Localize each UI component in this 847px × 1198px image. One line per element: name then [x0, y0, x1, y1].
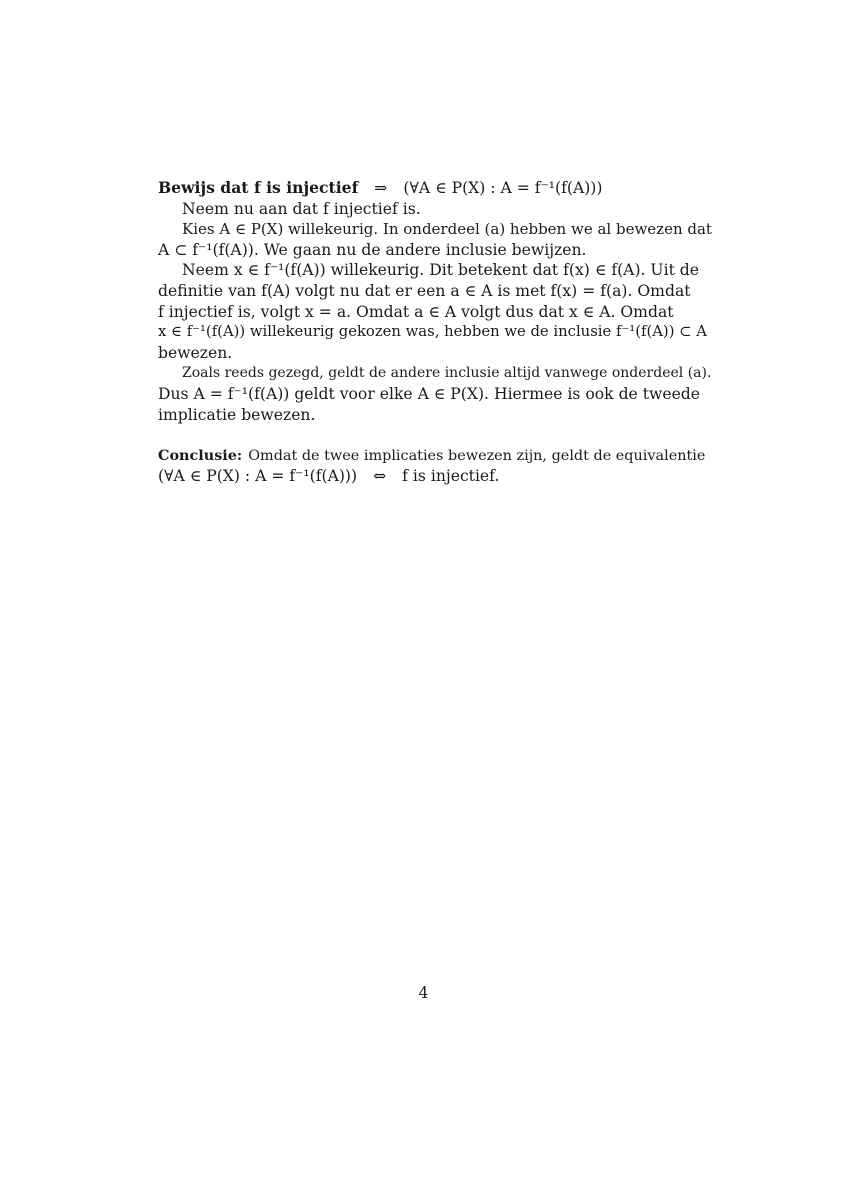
proof-line: definitie van f(A) volgt nu dat er een a ∈ A is met f(x) = f(a). Omdat	[158, 281, 691, 300]
conclusion-formula: (∀A ∈ P(X) : A = f⁻¹(f(A)))	[158, 467, 358, 486]
conclusion-text: Omdat de twee implicaties bewezen zijn, geldt de equivalentie	[248, 447, 706, 464]
document-body	[158, 178, 711, 487]
conclusion-line-1	[158, 446, 711, 467]
heading-formula: (∀A ∈ P(X) : A = f⁻¹(f(A)))	[403, 179, 603, 197]
proof-line: f injectief is, volgt x = a. Omdat a ∈ A volgt dus dat x ∈ A. Omdat	[158, 302, 674, 321]
page-number: 4	[418, 984, 429, 1002]
proof-heading	[158, 178, 711, 199]
implies-arrow: ⇒	[374, 179, 388, 197]
proof-line: Neem x ∈ f⁻¹(f(A)) willekeurig. Dit betekent dat f(x) ∈ f(A). Uit de	[182, 261, 699, 280]
proof-line: A ⊂ f⁻¹(f(A)). We gaan nu de andere inclusie bewijzen.	[158, 240, 587, 259]
conclusion-label: Conclusie:	[158, 446, 243, 464]
proof-line: bewezen.	[158, 343, 233, 362]
proof-line: Neem nu aan dat f injectief is.	[182, 199, 421, 218]
proof-line: implicatie bewezen.	[158, 405, 316, 424]
proof-line: Zoals reeds gezegd, geldt de andere inclusie altijd vanwege onderdeel (a).	[182, 365, 712, 382]
conclusion-line-2	[158, 466, 711, 487]
equivalence-arrow: ⇔	[373, 467, 387, 486]
heading-title: Bewijs dat f is injectief	[158, 178, 359, 197]
proof-line: x ∈ f⁻¹(f(A)) willekeurig gekozen was, hebben we de inclusie f⁻¹(f(A)) ⊂ A	[158, 323, 707, 341]
proof-line: Kies A ∈ P(X) willekeurig. In onderdeel (a) hebben we al bewezen dat	[182, 220, 712, 239]
conclusion-tail: f is injectief.	[402, 467, 500, 486]
proof-line: Dus A = f⁻¹(f(A)) geldt voor elke A ∈ P(X). Hiermee is ook de tweede	[158, 384, 701, 403]
